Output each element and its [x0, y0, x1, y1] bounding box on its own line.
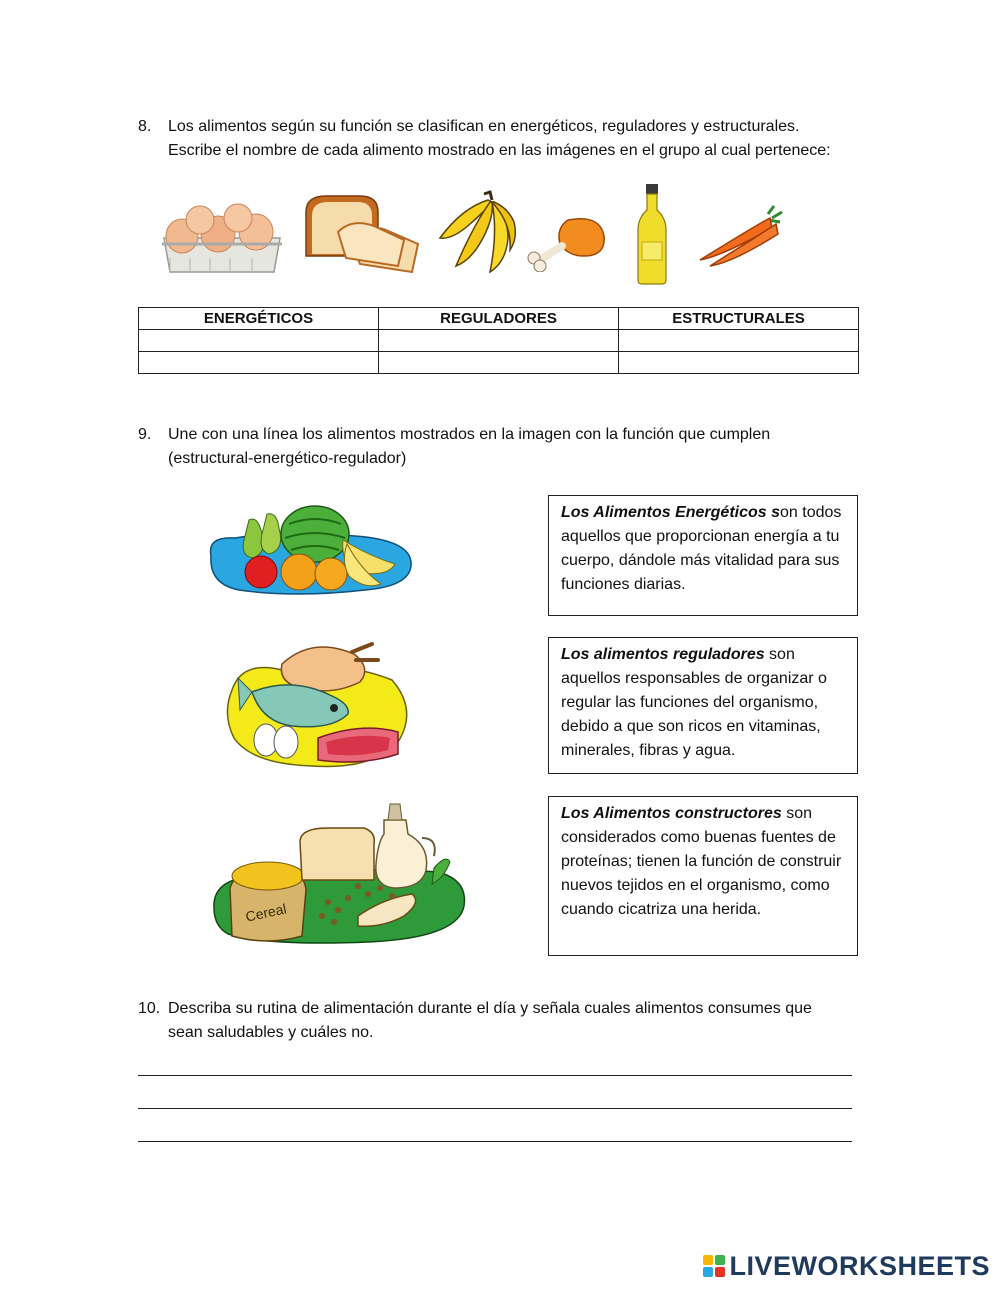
- question-number: 9.: [138, 426, 152, 443]
- definition-text: son aquellos responsables de organizar o regular las funciones del organismo, debido a que son ricos en vitaminas, minerales, fibras y agua.: [561, 646, 827, 759]
- definition-term: Los Alimentos constructores: [561, 805, 782, 822]
- question-number: 8.: [138, 118, 152, 135]
- definition-box-energeticos[interactable]: [548, 495, 858, 616]
- question-text-line: Describa su rutina de alimentación durante el día y señala cuales alimentos consumes que: [168, 1000, 812, 1017]
- question-text-line: Une con una línea los alimentos mostrados en la imagen con la función que cumplen: [168, 426, 771, 443]
- proteins-plate-image[interactable]: [222, 630, 412, 775]
- answer-cell[interactable]: [379, 352, 619, 374]
- table-row: [139, 330, 859, 352]
- chicken-leg-image: [524, 214, 606, 272]
- answer-cell[interactable]: [619, 330, 859, 352]
- table-header-energeticos: ENERGÉTICOS: [139, 308, 379, 330]
- answer-line[interactable]: [138, 1141, 852, 1142]
- answer-cell[interactable]: [379, 330, 619, 352]
- brand-name: LIVEWORKSHEETS: [729, 1250, 990, 1281]
- table-header-estructurales: ESTRUCTURALES: [619, 308, 859, 330]
- fruits-plate-image[interactable]: [205, 500, 415, 600]
- classification-table: [138, 307, 859, 374]
- question-8: [138, 115, 831, 163]
- table-header-reguladores: REGULADORES: [379, 308, 619, 330]
- answer-line[interactable]: [138, 1108, 852, 1109]
- question-text-line: sean saludables y cuáles no.: [168, 1024, 374, 1041]
- answer-cell[interactable]: [619, 352, 859, 374]
- question-text-line: Escribe el nombre de cada alimento mostrado en las imágenes en el grupo al cual pertenece:: [168, 142, 831, 159]
- table-row: [139, 352, 859, 374]
- definition-text: on todos aquellos que proporcionan energía a tu cuerpo, dándole más vitalidad para sus funciones diarias.: [561, 504, 842, 593]
- egg-carton-image: [160, 198, 285, 278]
- cereal-sack-label: Cereal: [244, 900, 288, 925]
- question-9: [138, 423, 770, 471]
- definition-text: son considerados como buenas fuentes de proteínas; tienen la función de construir nuevos tejidos en el organismo, como cuando cicatriza una herida.: [561, 805, 842, 918]
- answer-cell[interactable]: [139, 352, 379, 374]
- question-text-line: Los alimentos según su función se clasifican en energéticos, reguladores y estructurales.: [168, 118, 800, 135]
- definition-term: Los alimentos reguladores: [561, 646, 765, 663]
- carrots-image: [698, 204, 788, 268]
- food-images-row: [160, 180, 800, 290]
- cereals-plate-image[interactable]: [208, 798, 470, 950]
- question-number: 10.: [138, 1000, 161, 1017]
- oil-bottle-image: [634, 182, 670, 286]
- liveworksheets-brand: [703, 1251, 990, 1281]
- answer-line[interactable]: [138, 1075, 852, 1076]
- bananas-image: [432, 188, 518, 280]
- bread-image: [300, 192, 420, 277]
- definition-box-reguladores[interactable]: [548, 637, 858, 774]
- answer-cell[interactable]: [139, 330, 379, 352]
- liveworksheets-logo-icon: [703, 1255, 725, 1277]
- definition-term: Los Alimentos Energéticos s: [561, 504, 781, 521]
- definition-box-constructores[interactable]: [548, 796, 858, 956]
- question-10: [138, 997, 812, 1045]
- question-text-line: (estructural-energético-regulador): [168, 450, 407, 467]
